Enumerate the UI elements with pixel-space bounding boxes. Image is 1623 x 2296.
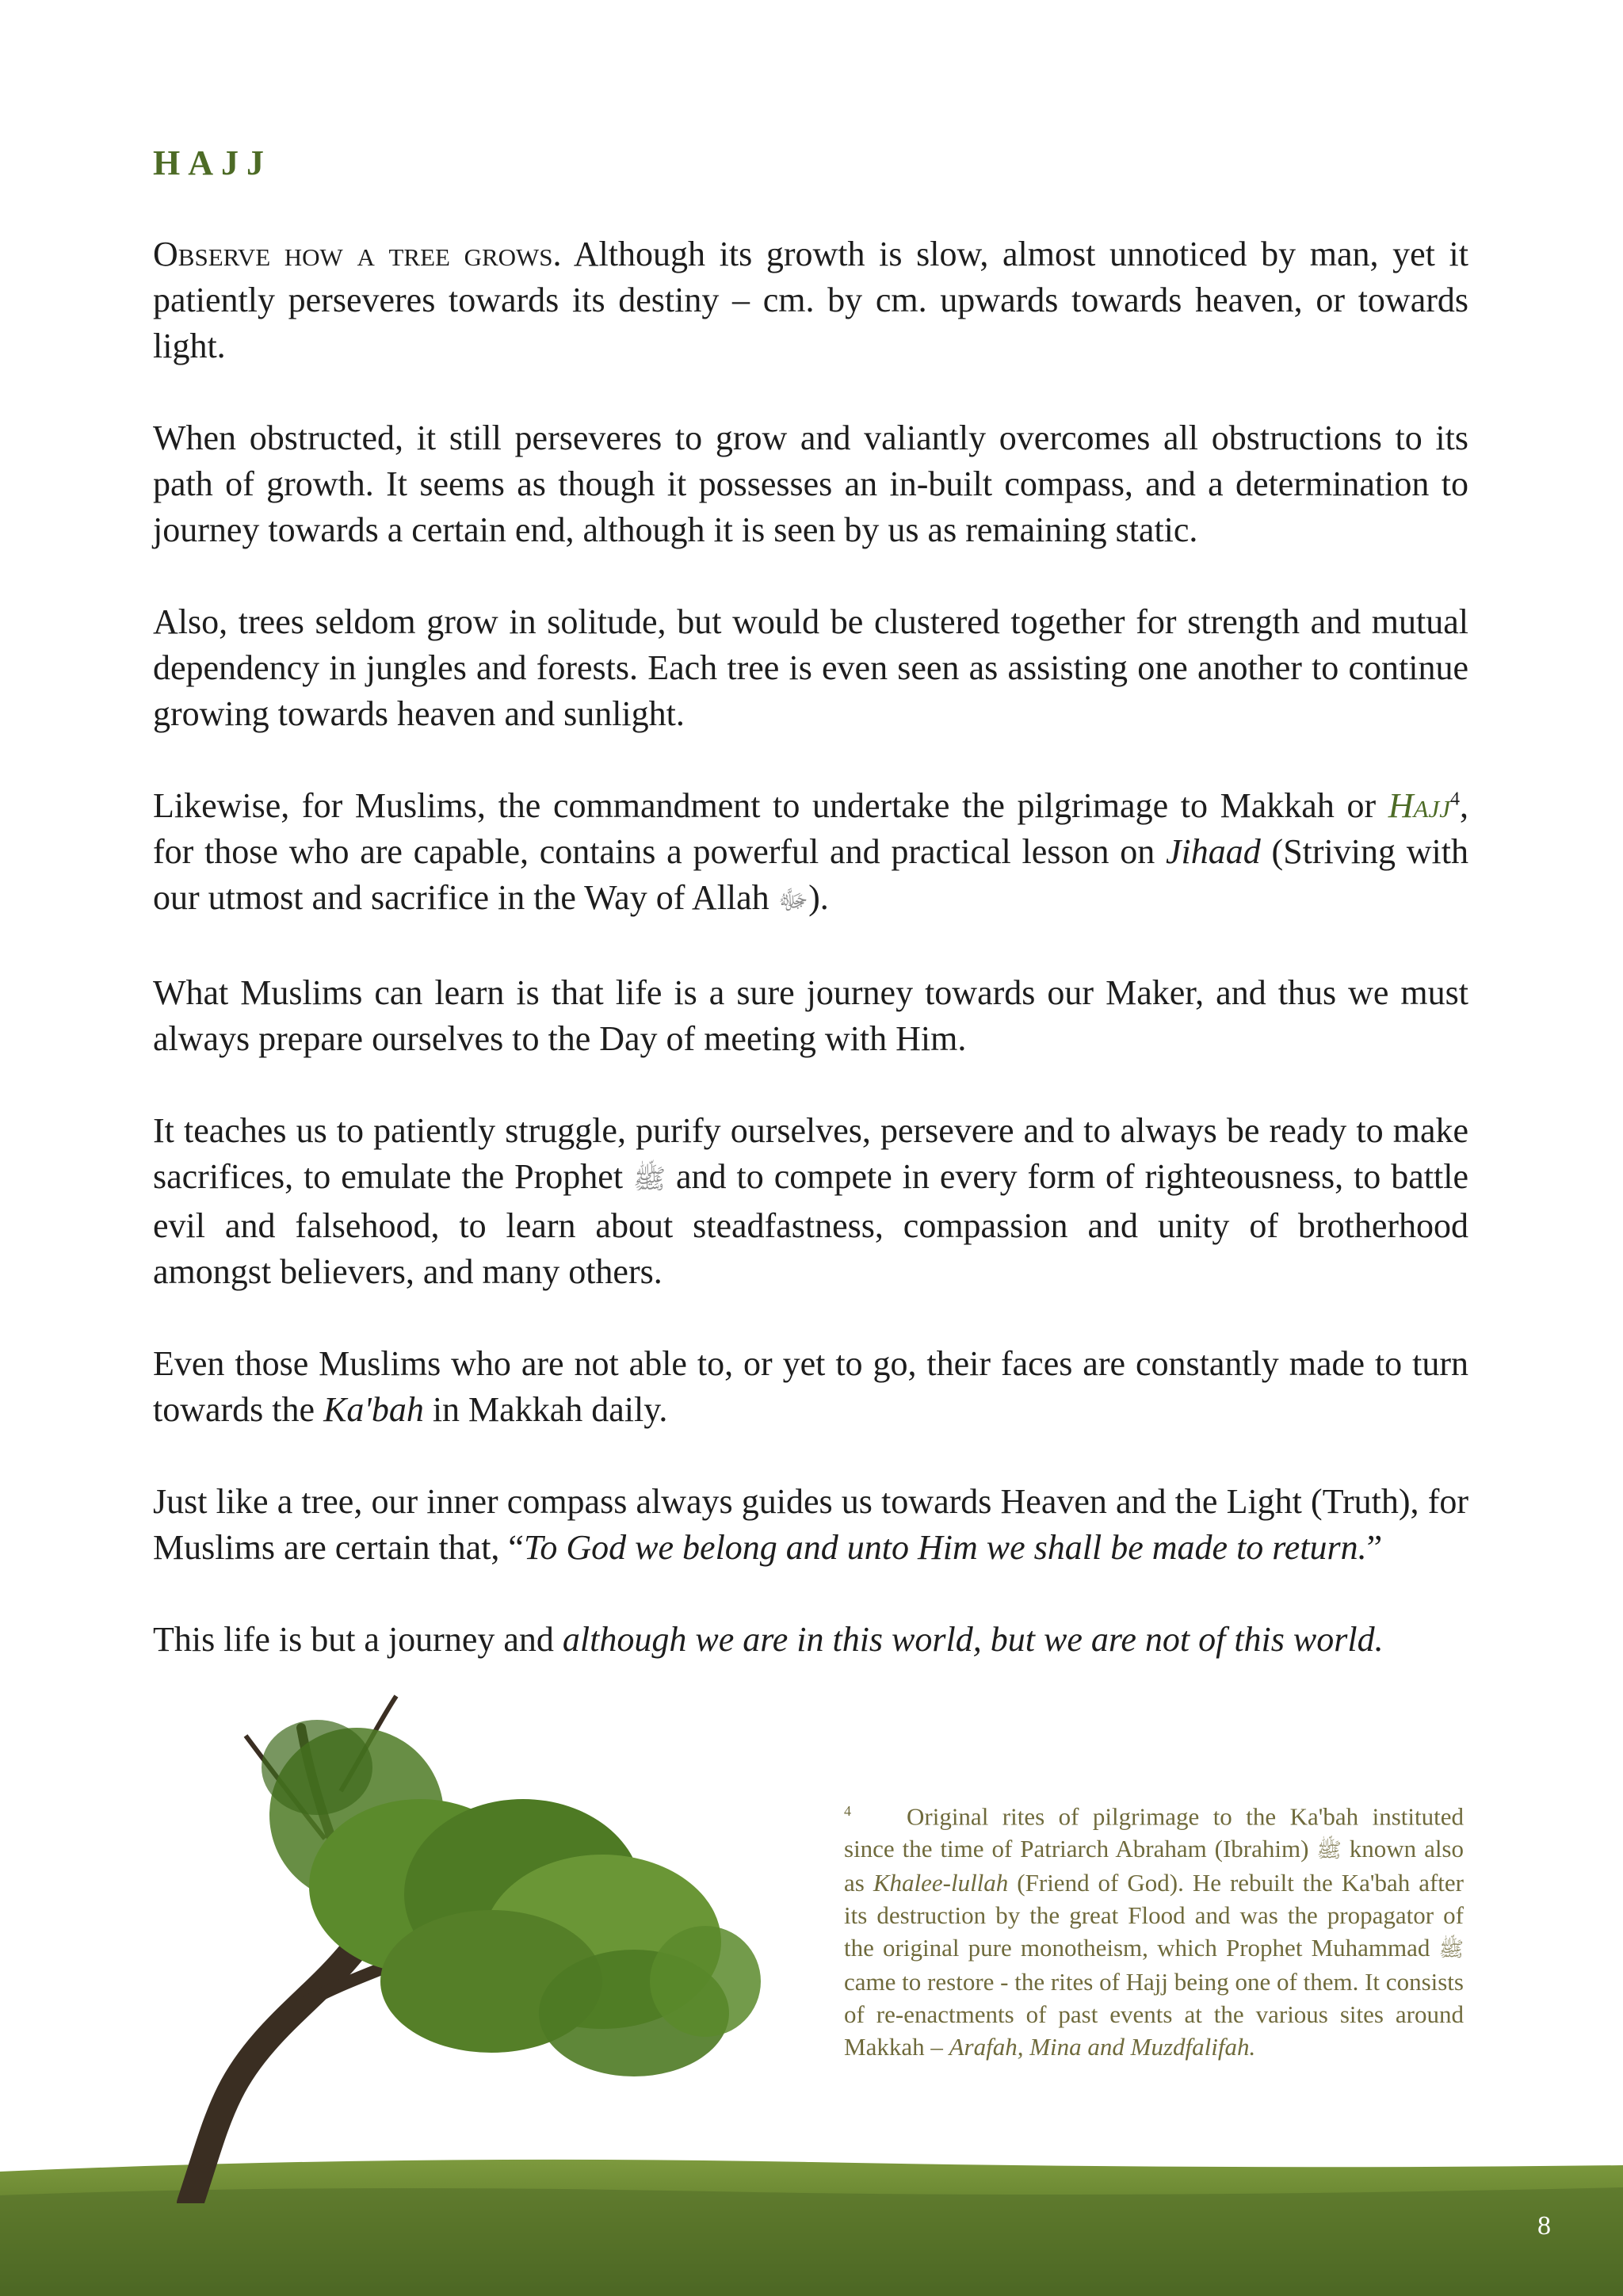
paragraph <box>153 783 1468 924</box>
paragraph: When obstructed, it still perseveres to grow and valiantly overcomes all obstructions to its path of growth. It seems as though it possesses an in-built compass, and a determination to journey towards a certain end, although it is seen by us as remaining static. <box>153 418 1468 549</box>
tree-image <box>158 1680 777 2203</box>
hajj-term: Hajj <box>1388 786 1450 825</box>
page-number: 8 <box>1537 2211 1551 2241</box>
page-title: HAJJ <box>153 143 272 182</box>
paragraph <box>153 1479 1468 1571</box>
honorific-glyph: ﷺ <box>633 1165 666 1194</box>
paragraph <box>153 1617 1468 1663</box>
footnote-text: (Friend of God). He rebuilt the Ka'bah after its destruction by the great Flood and was the propagator of the original pure monotheism, which Prophet Muhammad <box>844 1869 1464 1962</box>
paragraph: Also, trees seldom grow in solitude, but would be clustered together for strength and mutual dependency in jungles and forests. Each tree is even seen as assisting one another to continue growing towards heaven and sunlight. <box>153 602 1468 733</box>
paragraph <box>153 1341 1468 1433</box>
paragraph-text: , for those who are capable, contains a powerful and practical lesson on <box>153 786 1468 871</box>
paragraph <box>153 1108 1468 1295</box>
places-italic: Arafah, Mina and Muzdfalifah. <box>949 2033 1256 2061</box>
khaleel-term: Khalee-lullah <box>873 1869 1009 1897</box>
paragraph-text: Although its growth is slow, almost unnoticed by man, yet it patiently perseveres towards its destiny – cm. by cm. upwards towards heaven, or towards light. <box>153 235 1468 365</box>
paragraph-text: and to compete in every form of righteousness, to battle evil and falsehood, to learn about steadfastness, compassion and unity of brotherhood amongst believers, and many others. <box>153 1157 1468 1291</box>
paragraph-text: in Makkah daily. <box>423 1390 668 1429</box>
paragraph-text: Likewise, for Muslims, the commandment to undertake the pilgrimage to Makkah or <box>153 786 1388 825</box>
kabah-term: Ka'bah <box>323 1390 424 1429</box>
quote: To God we belong and unto Him we shall be made to return. <box>523 1528 1367 1567</box>
honorific-glyph: ﷺ <box>1316 1839 1342 1862</box>
footnote-mark: 4 <box>844 1803 851 1819</box>
paragraph <box>153 231 1468 369</box>
article-body <box>153 231 1468 1709</box>
honorific-glyph: ﷺ <box>1438 1938 1464 1962</box>
footnote <box>844 1795 1464 2063</box>
footnote-text: came to restore - the rites of Hajj being one of them. It consists of re-enactments of past events at the various sites around Makkah – <box>844 1968 1464 2061</box>
paragraph-text: Just like a tree, our inner compass always guides us towards Heaven and the Light (Truth), for Muslims are certain that, “ <box>153 1482 1468 1567</box>
paragraph-text: It teaches us to patiently struggle, purify ourselves, persevere and to always be ready to make sacrifices, to emulate the Prophet <box>153 1111 1468 1196</box>
paragraph-text: ). <box>808 878 829 917</box>
paragraph: What Muslims can learn is that life is a sure journey towards our Maker, and thus we must always prepare ourselves to the Day of meeting with Him. <box>153 973 1468 1058</box>
paragraph-text: This life is but a journey and <box>153 1620 563 1659</box>
closing-italic: although we are in this world, but we are not of this world. <box>562 1620 1384 1659</box>
lead-in-small-caps: Observe how a tree grows. <box>153 235 562 273</box>
footnote-reference[interactable]: 4 <box>1450 789 1460 810</box>
paragraph-text: Even those Muslims who are not able to, or yet to go, their faces are constantly made to turn towards the <box>153 1344 1468 1429</box>
honorific-glyph: ﷻ <box>777 886 809 915</box>
jihaad-term: Jihaad <box>1166 832 1261 871</box>
paragraph-text: (Striving with our utmost and sacrifice in the Way of Allah <box>153 832 1468 917</box>
footnote-text: known also as <box>844 1835 1464 1897</box>
paragraph-text: ” <box>1366 1528 1383 1567</box>
footnote-text: Original rites of pilgrimage to the Ka'bah instituted since the time of Patriarch Abraham (Ibrahim) <box>844 1802 1464 1863</box>
